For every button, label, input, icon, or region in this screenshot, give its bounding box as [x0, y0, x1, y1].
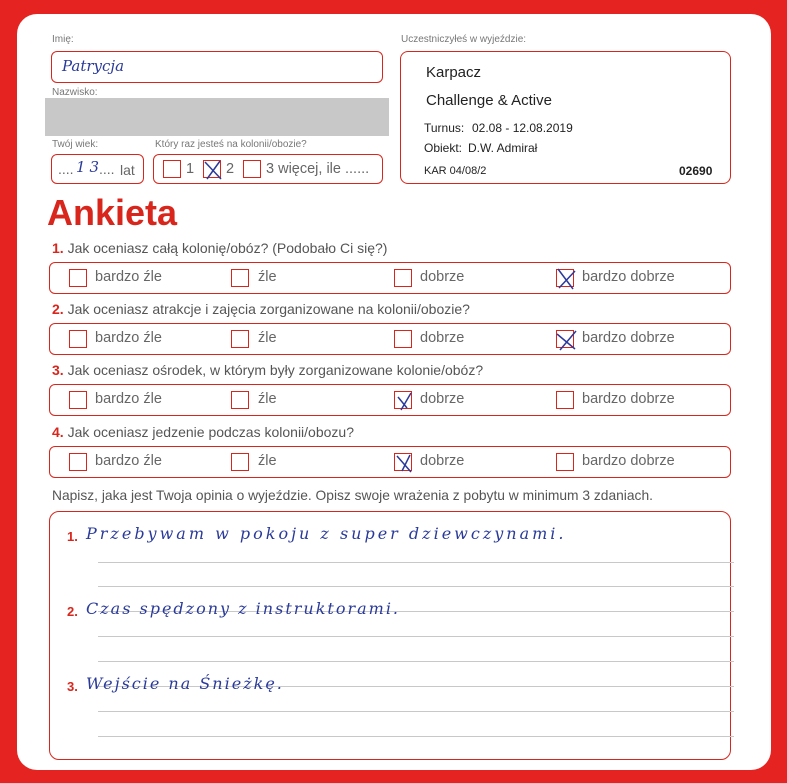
q1-option-zle: źle: [258, 269, 277, 285]
age-label: Twój wiek:: [52, 139, 99, 150]
answer-line: [98, 562, 734, 563]
question-2: [52, 301, 470, 317]
which-time-label: Który raz jesteś na kolonii/obozie?: [155, 139, 307, 150]
question-4-text: Jak oceniasz jedzenie podczas kolonii/obozu?: [67, 424, 354, 440]
answer-3-number: 3.: [67, 679, 78, 694]
question-1-options: [49, 262, 731, 294]
check-mark-icon: [202, 158, 224, 182]
q4-checkbox-zle[interactable]: [231, 453, 249, 471]
q3-checkbox-dobrze[interactable]: [394, 391, 412, 409]
question-3-options: [49, 384, 731, 416]
q3-checkbox-bardzo-zle[interactable]: [69, 391, 87, 409]
check-mark-icon: [393, 451, 415, 475]
opinion-prompt: Napisz, jaka jest Twoja opinia o wyjeździe. Opisz swoje wrażenia z pobytu w minimum 3 zdaniach.: [52, 488, 653, 503]
answer-line: [98, 711, 734, 712]
q3-option-zle: źle: [258, 391, 277, 407]
q1-option-bardzo-zle: bardzo źle: [95, 269, 162, 285]
q2-checkbox-dobrze[interactable]: [394, 330, 412, 348]
q2-option-dobrze: dobrze: [420, 330, 465, 346]
which-time-checkbox-1[interactable]: [163, 160, 181, 178]
surname-redacted: [45, 98, 389, 136]
trip-label: Uczestniczyłeś w wyjeździe:: [401, 34, 527, 45]
q4-option-dobrze: dobrze: [420, 453, 465, 469]
trip-box: [400, 51, 731, 184]
object-value: D.W. Admirał: [468, 141, 538, 155]
survey-title: Ankieta: [47, 192, 178, 233]
q2-option-zle: źle: [258, 330, 277, 346]
answer-1-number: 1.: [67, 529, 78, 544]
q2-checkbox-bardzo-dobrze[interactable]: [556, 330, 574, 348]
age-value: 13: [76, 158, 104, 176]
question-3-text: Jak oceniasz ośrodek, w którym były zorganizowane kolonie/obóz?: [67, 362, 484, 378]
age-prefix: ....: [58, 161, 74, 177]
question-3-number: 3.: [52, 362, 64, 378]
turnus-label: Turnus:: [424, 121, 465, 135]
which-time-checkbox-3[interactable]: [243, 160, 261, 178]
q1-checkbox-zle[interactable]: [231, 269, 249, 287]
name-field[interactable]: [51, 51, 383, 83]
answer-line: [98, 736, 734, 737]
question-1: [52, 240, 387, 256]
answer-line: [98, 586, 734, 587]
answer-3-text: Wejście na Śnieżkę.: [86, 674, 284, 693]
trip-city: Karpacz: [426, 64, 482, 81]
question-2-options: [49, 323, 731, 355]
age-unit: lat: [120, 162, 135, 178]
question-2-text: Jak oceniasz atrakcje i zajęcia zorganizowane na kolonii/obozie?: [67, 301, 470, 317]
q3-option-bardzo-zle: bardzo źle: [95, 391, 162, 407]
answer-line: [98, 661, 734, 662]
question-4-options: [49, 446, 731, 478]
object-label: Obiekt:: [424, 141, 463, 155]
survey-sheet: [17, 14, 771, 770]
question-1-text: Jak oceniasz całą kolonię/obóz? (Podobało Ci się?): [67, 240, 388, 256]
q1-option-bardzo-dobrze: bardzo dobrze: [582, 269, 675, 285]
trip-program: Challenge & Active: [426, 92, 552, 109]
surname-label: Nazwisko:: [52, 87, 98, 98]
question-3: [52, 362, 483, 378]
trip-number: 02690: [679, 164, 713, 178]
question-2-number: 2.: [52, 301, 64, 317]
answer-2-number: 2.: [67, 604, 78, 619]
check-mark-icon: [555, 267, 577, 291]
q3-option-bardzo-dobrze: bardzo dobrze: [582, 391, 675, 407]
q4-checkbox-bardzo-dobrze[interactable]: [556, 453, 574, 471]
q4-option-zle: źle: [258, 453, 277, 469]
check-mark-icon: [555, 328, 577, 352]
q2-checkbox-zle[interactable]: [231, 330, 249, 348]
which-time-option-3: 3 więcej, ile ......: [266, 161, 370, 177]
q2-option-bardzo-zle: bardzo źle: [95, 330, 162, 346]
question-1-number: 1.: [52, 240, 64, 256]
q1-option-dobrze: dobrze: [420, 269, 465, 285]
name-label: Imię:: [52, 34, 74, 45]
age-suffix-dots: ....: [99, 161, 115, 177]
question-4: [52, 424, 354, 440]
answer-2-text: Czas spędzony z instruktorami.: [86, 599, 401, 618]
trip-code: KAR 04/08/2: [424, 165, 487, 177]
q2-option-bardzo-dobrze: bardzo dobrze: [582, 330, 675, 346]
q2-checkbox-bardzo-zle[interactable]: [69, 330, 87, 348]
age-field[interactable]: [51, 154, 144, 184]
q3-checkbox-zle[interactable]: [231, 391, 249, 409]
name-value: Patrycja: [62, 57, 125, 75]
answer-line: [98, 636, 734, 637]
q4-option-bardzo-dobrze: bardzo dobrze: [582, 453, 675, 469]
q1-checkbox-bardzo-zle[interactable]: [69, 269, 87, 287]
q3-option-dobrze: dobrze: [420, 391, 465, 407]
which-time-field: [153, 154, 383, 184]
which-time-option-1: 1: [186, 161, 195, 177]
q3-checkbox-bardzo-dobrze[interactable]: [556, 391, 574, 409]
which-time-checkbox-2[interactable]: [203, 160, 221, 178]
q1-checkbox-dobrze[interactable]: [394, 269, 412, 287]
answer-1-text: Przebywam w pokoju z super dziewczynami.: [86, 524, 567, 543]
q4-checkbox-bardzo-zle[interactable]: [69, 453, 87, 471]
which-time-option-2: 2: [226, 161, 235, 177]
q4-checkbox-dobrze[interactable]: [394, 453, 412, 471]
question-4-number: 4.: [52, 424, 64, 440]
check-mark-icon: [393, 389, 415, 413]
turnus-value: 02.08 - 12.08.2019: [472, 121, 573, 135]
opinion-box[interactable]: [49, 511, 731, 760]
q4-option-bardzo-zle: bardzo źle: [95, 453, 162, 469]
q1-checkbox-bardzo-dobrze[interactable]: [556, 269, 574, 287]
